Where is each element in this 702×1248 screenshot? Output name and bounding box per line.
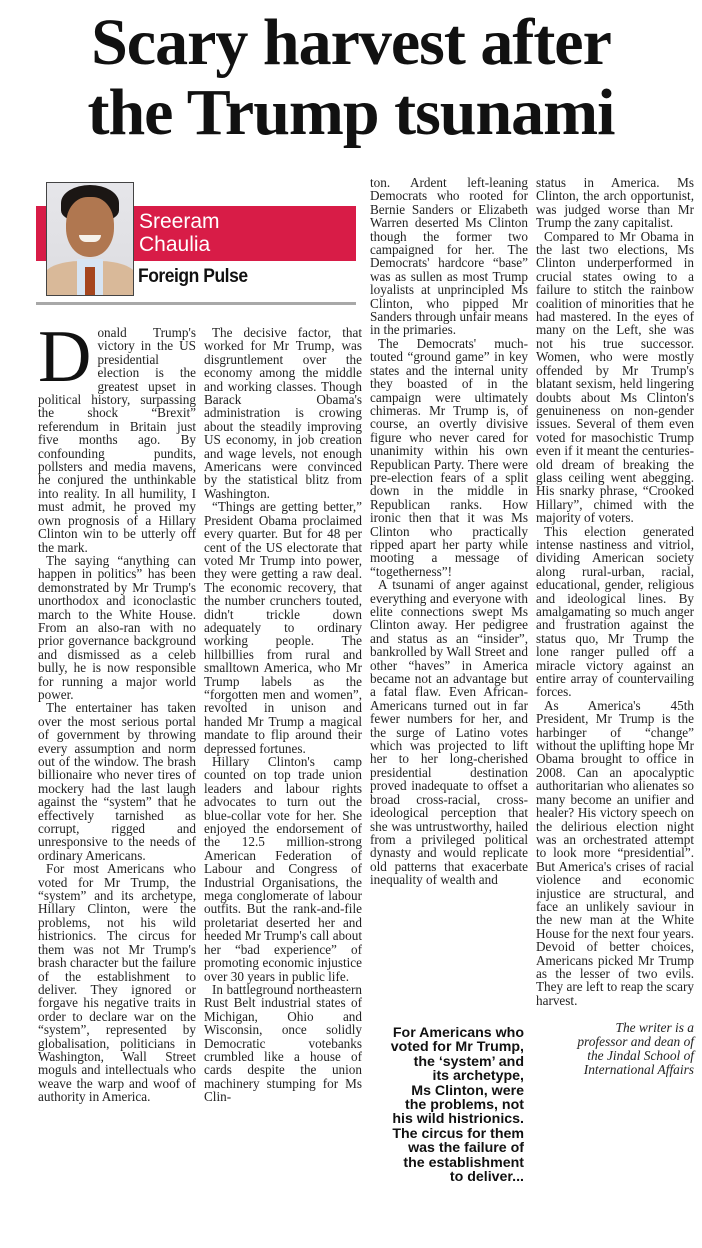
divider-rule [36,302,356,305]
article-column-2 [204,326,362,1216]
paragraph-1: Donald Trump's victory in the US presidential election is the greatest upset in political history, surpassing the shock “Brexit” referendum in Britain just five months ago. By confounding pundits, pollsters and media mavens, he conjured the unthinkable into reality. In all humility, I must admit, he proved my own prognosis of a Hillary Clinton win to be utterly off the mark. [38,316,196,555]
author-photo [46,182,134,296]
byline-panel [36,178,356,298]
article-column-3 [370,176,528,1016]
paragraph-8b: ton. Ardent left-leaning Democrats who rooted for Bernie Sanders or Elizabeth Warren deserted Ms Clinton though the former two campaigned for her. The Democrats' hardcore “base” was as sullen as most Trump loyalists at unprincipled Ms Clinton, who pipped Mr Sanders through unfair means in the primaries. [370,175,528,338]
pullquote-line: The circus for them [392,1125,524,1142]
tagline-line: the Jindal School of [587,1048,694,1064]
tagline-line: professor and dean of [577,1034,694,1050]
paragraph-2: The saying “anything can happen in politics” has been demonstrated by Mr Trump's unorthodox and iconoclastic march to the White House. From an also-ran with no prior governance background and dismissed as a celeb bully, he is now responsible for running a major world power. [38,552,196,702]
pullquote-line: was the failure of [408,1140,524,1157]
pullquote-line: the establishment [403,1154,524,1171]
pullquote-line: Ms Clinton, were [411,1082,524,1099]
pullquote-line: the ‘system’ and [413,1053,524,1070]
tagline-line: The writer is a [615,1020,694,1036]
pullquote-line: his wild histrionics. [392,1111,524,1128]
drop-cap: D [38,316,92,398]
pullquote-line: its archetype, [432,1068,524,1085]
paragraph-11: Compared to Mr Obama in the last two elections, Ms Clinton underperformed in crucial states owing to a failure to stitch the rainbow coalition of minorities that he had mastered. In the eyes of many on the Left, she was not his true successor. Women, who were mostly offended by Mr Trump's blatant sexism, held lingering doubts about Ms Clinton's genuineness on non-gender issues. Several of them even voted for masochistic Trump even if it meant the centuries-old dream of breaking the glass ceiling went abegging. His snarky phrase, “Crooked Hillary”, chimed with the majority of voters. [536,228,694,526]
pullquote-line: For Americans who [392,1025,524,1041]
headline [0,8,702,148]
headline-line-1: Scary harvest after [91,6,611,79]
paragraph-8a: In battleground northeastern Rust Belt industrial states of Michigan, Ohio and Wisconsin, once solidly Democratic votebanks crumbled like a house of cards despite the union machinery stumping for Ms Clin- [204,981,362,1105]
paragraph-13: As America's 45th President, Mr Trump is the harbinger of “change” without the uplifting hope Mr Obama brought to office in 2008. Can an apocalyptic authoritarian who alienates so many become an unifier and healer? His victory speech on the delirious election night was an orchestrated attempt to look more “presidential”. But America's crises of racial violence and economic injustice are structural, and face an unlikely saviour in the new man at the White House for the next four years. Devoid of better choices, Americans picked Mr Trump as the lesser of two evils. They are left to reap the scary harvest. [536,697,694,1008]
pull-quote [370,1026,524,1184]
paragraph-6: “Things are getting better,” President Obama proclaimed every quarter. But for 48 per cent of the US electorate that voted Mr Trump into power, they were getting a raw deal. The economic recovery, that the number crunchers touted, didn't trickle down adequately to ordinary working people. The hillbillies from rural and smalltown America, who Mr Trump labels as the “forgotten men and women”, revolted in unison and handed Mr Trump a magical mandate to flip around their depressed fortunes. [204,499,362,756]
paragraph-5: The decisive factor, that worked for Mr Trump, was disgruntlement over the economy among the middle and working classes. Though Barack Obama's administration is crowing about the steadily improving US economy, in job creation and wage levels, not enough Americans were convinced by the statistical blitz from Washington. [204,325,362,501]
paragraph-10b: status in America. Ms Clinton, the arch opportunist, was judged worse than Mr Trump the zany capitalist. [536,175,694,231]
paragraph-9: The Democrats' much-touted “ground game” in key states and the internal unity they boasted of in the campaign were ultimately chimeras. Mr Trump is, of course, an overtly divisive figure who never cared for unanimity within his own Republican Party. There were pre-election fears of a split down in the middle in Republican ranks. How ironic then that it was Ms Clinton who practically ripped apart her party while mooting a message of “togetherness”! [370,335,528,579]
paragraph-4: For most Americans who voted for Mr Trump, the “system” and its archetype, Hillary Clinton, were the problems, not his wild histrionics. The circus for them was not Mr Trump's brash character but the failure of the establishment to deliver. They ignored or forgave his negative traits in order to declare war on the “system”, represented by globalisation, politicians in Washington, Wall Street moguls and intellectuals who weave the warp and woof of authority in America. [38,861,196,1105]
pullquote-line: voted for Mr Trump, [390,1039,524,1056]
author-tagline [536,1021,694,1077]
paragraph-3: The entertainer has taken over the most serious portal of government by throwing every assumption and norm out of the window. The brash billionaire who never tires of mockery had the last laugh against the “system” that he effectively tarnished as corrupt, rigged and unresponsive to the needs of ordinary Americans. [38,700,196,863]
paragraph-7: Hillary Clinton's camp counted on top trade union leaders and labour rights advocates to turn out the blue-collar vote for her. She enjoyed the endorsement of the 12.5 million-strong American Federation of Labour and Congress of Industrial Organisations, the mega conglomerate of labour outfits. But the rank-and-file proletariat deserted her and heeded Mr Trump's call about her “bad experience” of promoting economic injustice over 30 years in public life. [204,754,362,984]
pullquote-line: to deliver... [449,1169,524,1186]
paragraph-12: This election generated intense nastiness and vitriol, dividing American society along rural-urban, racial, educational, gender, religious and ideological lines. By amalgamating so much anger and frustration against the status quo, Mr Trump the lone ranger pulled off a miracle victory against an entire array of countervailing forces. [536,523,694,700]
tagline-line: International Affairs [583,1062,694,1078]
pullquote-line: the problems, not [404,1097,524,1114]
author-last-name: Chaulia [139,233,211,256]
headline-line-2: the Trump tsunami [87,76,615,149]
article-column-4 [536,176,694,1216]
article-column-1 [38,316,196,1216]
column-name: Foreign Pulse [138,266,248,287]
author-name [139,210,220,256]
paragraph-10a: A tsunami of anger against everything and everyone with elite connections swept Ms Clinton away. Her pedigree and status as an “insider”, bankrolled by Wall Street and other “haves” in America became not an advantage but a fatal flaw. Even African-Americans turned out in far fewer numbers for her, and the surge of Latino votes which was projected to lift her to her long-cherished presidential destination proved inadequate to offset a broad cross-racial, cross-ideological perception that she was untrustworthy, hailed from a privileged political dynasty and would replicate old patterns that exacerbate inequality of wealth and [370,577,528,888]
author-first-name: Sreeram [139,210,220,233]
